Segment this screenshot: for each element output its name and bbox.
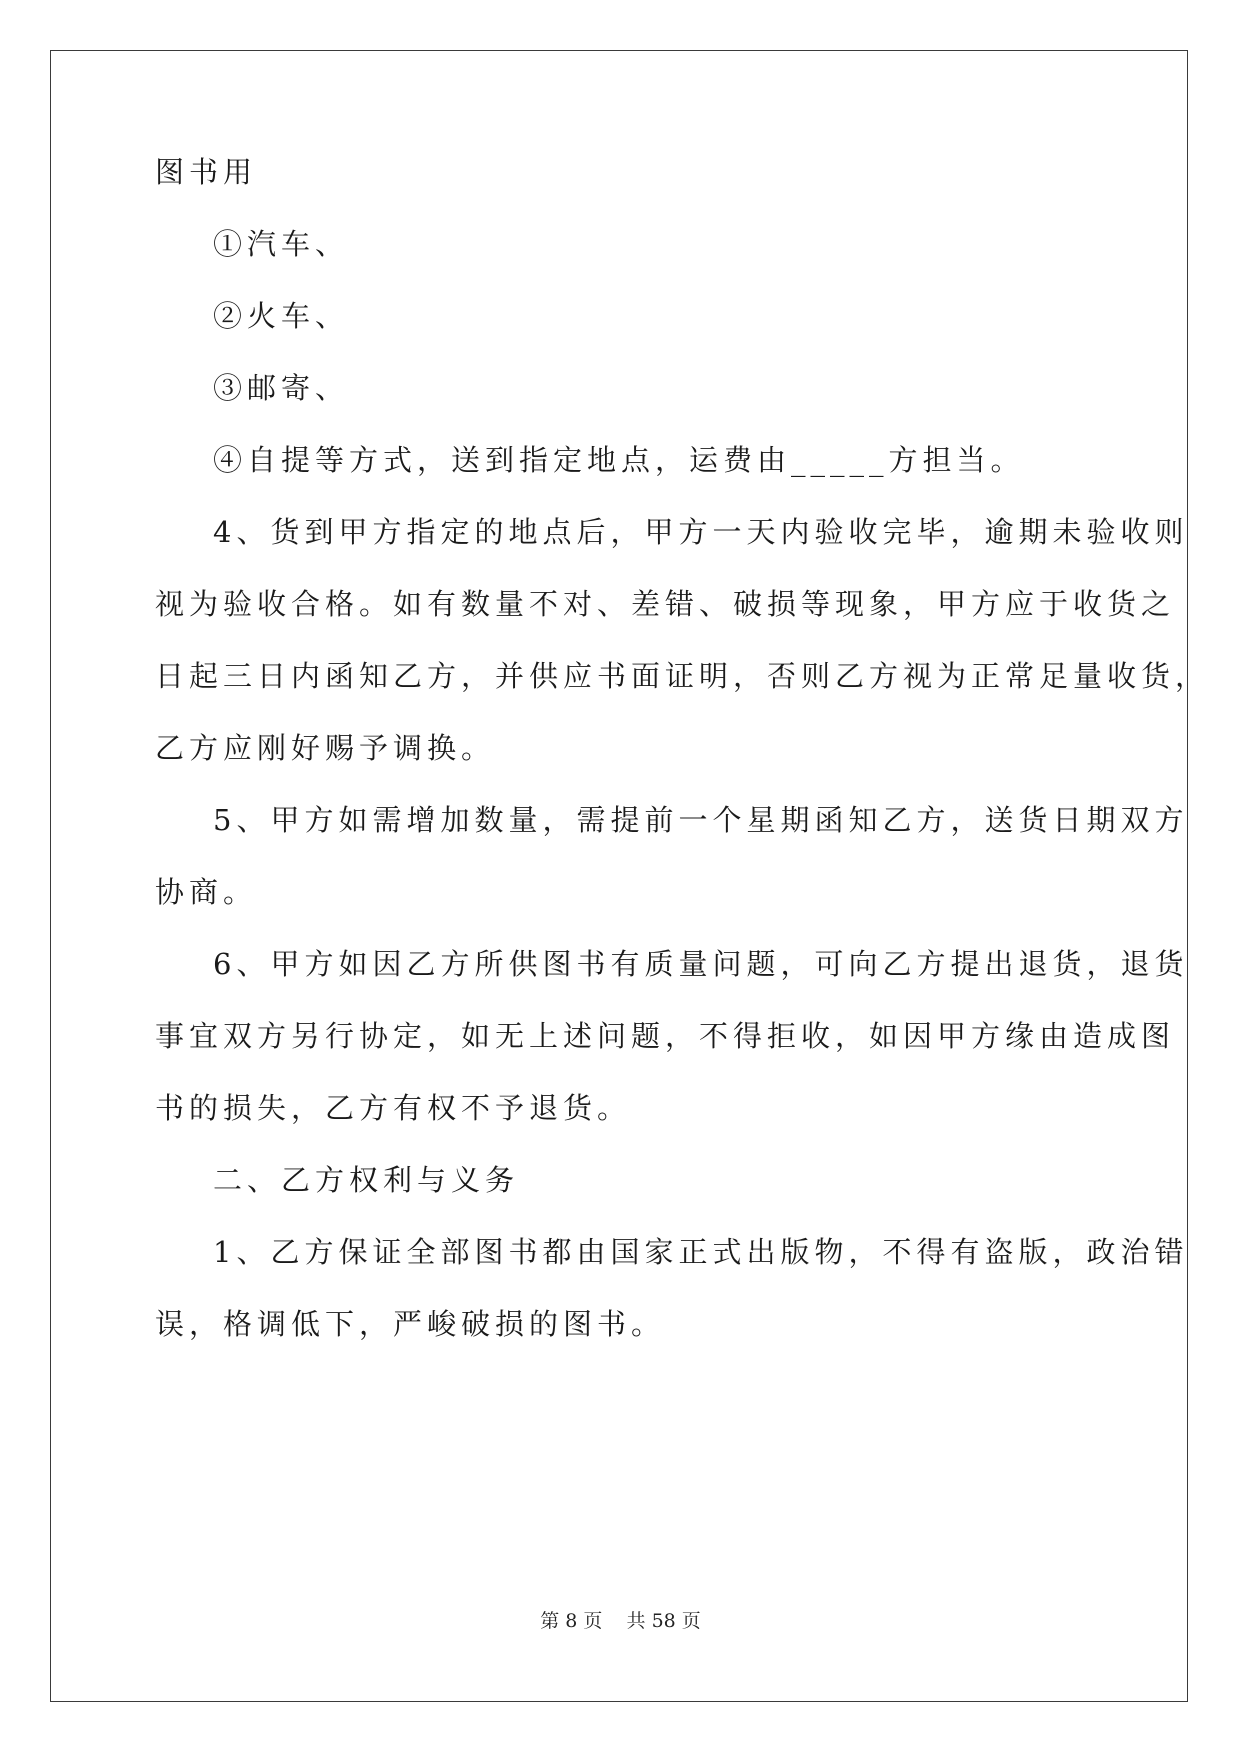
paragraph-line: 日起三日内函知乙方，并供应书面证明，否则乙方视为正常足量收货，: [155, 659, 1210, 693]
paragraph-line: 4、货到甲方指定的地点后，甲方一天内验收完毕，逾期未验收则: [213, 515, 1189, 549]
page-number-footer: 第 8 页 共 58 页: [540, 1610, 701, 1632]
paragraph-line: 视为验收合格。如有数量不对、差错、破损等现象，甲方应于收货之: [155, 587, 1176, 621]
paragraph-line: 乙方应刚好赐予调换。: [155, 731, 496, 765]
paragraph-line: 6、甲方如因乙方所供图书有质量问题，可向乙方提出退货，退货: [213, 947, 1189, 981]
paragraph-line: 事宜双方另行协定，如无上述问题，不得拒收，如因甲方缘由造成图: [155, 1019, 1176, 1053]
list-item: ④自提等方式，送到指定地点，运费由_____方担当。: [213, 443, 1025, 477]
paragraph-line: 协商。: [155, 875, 258, 909]
section-heading: 二、乙方权利与义务: [213, 1163, 520, 1197]
paragraph-line: 5、甲方如需增加数量，需提前一个星期函知乙方，送货日期双方: [213, 803, 1189, 837]
text-line: 图书用: [155, 155, 258, 189]
paragraph-line: 书的损失，乙方有权不予退货。: [155, 1091, 632, 1125]
list-item: ③邮寄、: [213, 371, 350, 405]
list-item: ①汽车、: [213, 227, 350, 261]
paragraph-line: 1、乙方保证全部图书都由国家正式出版物，不得有盗版，政治错: [213, 1235, 1189, 1269]
list-item: ②火车、: [213, 299, 350, 333]
paragraph-line: 误，格调低下，严峻破损的图书。: [155, 1307, 666, 1341]
